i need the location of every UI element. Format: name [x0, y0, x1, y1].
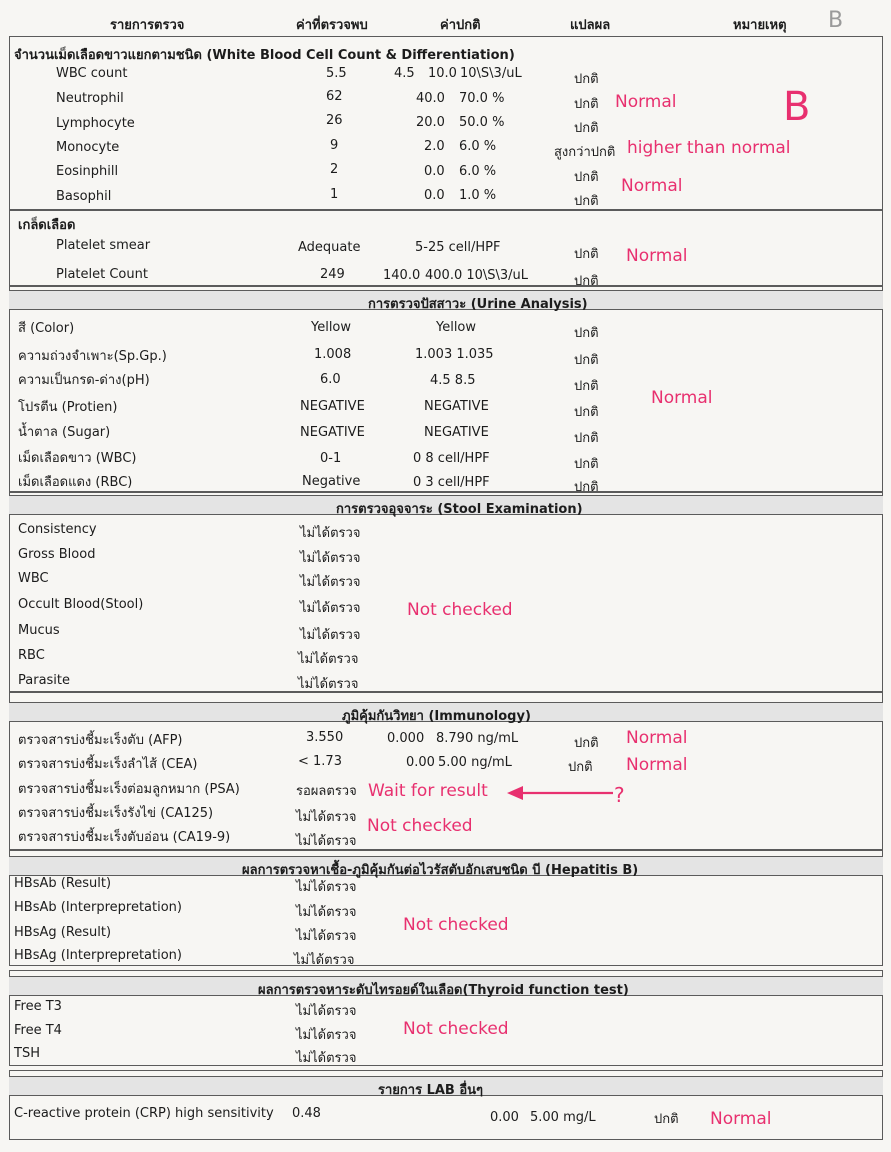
stool-title: การตรวจอุจจาระ (Stool Examination) [336, 502, 583, 517]
test-name: Platelet smear [56, 238, 151, 253]
big-b-mark: B [783, 84, 811, 130]
handwritten-note: Not checked [367, 816, 473, 836]
test-name: Neutrophil [56, 91, 124, 106]
test-name: เม็ดเลือดแดง (RBC) [18, 475, 133, 490]
handwritten-note: Normal [651, 388, 713, 408]
test-name: HBsAb (Interprepretation) [14, 900, 182, 915]
interpretation: ปกติ [574, 457, 599, 472]
normal-high: 70.0 % [459, 91, 505, 106]
normal-low: 0.00 [490, 1110, 519, 1125]
interpretation: ปกติ [574, 405, 599, 420]
interpretation: ปกติ [574, 274, 599, 289]
test-name: HBsAb (Result) [14, 876, 112, 891]
test-name: ตรวจสารบ่งชี้มะเร็งลำไส้ (CEA) [18, 757, 198, 772]
interpretation: ปกติ [574, 170, 599, 185]
normal-range: 0 3 cell/HPF [413, 475, 490, 490]
handwritten-note: Normal [621, 176, 683, 196]
test-name: ความถ่วงจำเพาะ(Sp.Gp.) [18, 349, 167, 364]
test-name: Free T3 [14, 999, 62, 1014]
immunology-title: ภูมิคุ้มกันวิทยา (Immunology) [342, 709, 531, 724]
corner-mark: B [828, 8, 844, 33]
normal-range: NEGATIVE [424, 399, 489, 414]
normal-high: 50.0 % [459, 115, 505, 130]
interpretation: ปกติ [574, 353, 599, 368]
test-result: ไม่ได้ตรวจ [296, 929, 357, 944]
normal-low: 2.0 [424, 139, 445, 154]
hepatitis-title: ผลการตรวจหาเชื้อ-ภูมิคุ้มกันต่อไวรัสตับอักเสบชนิด บี (Hepatitis B) [242, 863, 639, 878]
interpretation: ปกติ [574, 72, 599, 87]
col-header-result: ค่าที่ตรวจพบ [296, 18, 368, 33]
test-result: 0-1 [320, 451, 342, 466]
interpretation: ปกติ [574, 431, 599, 446]
normal-range: Yellow [436, 320, 477, 335]
handwritten-note: Not checked [403, 915, 509, 935]
normal-high: 8.790 ng/mL [436, 731, 519, 746]
test-result: ไม่ได้ตรวจ [300, 551, 361, 566]
test-result: 5.5 [326, 66, 347, 81]
test-result: NEGATIVE [300, 425, 365, 440]
col-header-test: รายการตรวจ [110, 18, 185, 33]
normal-high: 5.00 ng/mL [438, 755, 512, 770]
test-name: สี (Color) [18, 321, 75, 336]
handwritten-note: Normal [626, 246, 688, 266]
interpretation: ปกติ [574, 326, 599, 341]
test-result: NEGATIVE [300, 399, 365, 414]
test-name: Lymphocyte [56, 116, 135, 131]
interpretation: ปกติ [574, 480, 599, 495]
test-result: ไม่ได้ตรวจ [298, 677, 359, 692]
test-result: ไม่ได้ตรวจ [298, 652, 359, 667]
interpretation: ปกติ [574, 736, 599, 751]
test-name: Monocyte [56, 140, 120, 155]
test-result: ไม่ได้ตรวจ [300, 601, 361, 616]
test-name: Basophil [56, 189, 112, 204]
handwritten-note: Normal [626, 728, 688, 748]
test-name: Occult Blood(Stool) [18, 597, 144, 612]
normal-range: 0 8 cell/HPF [413, 451, 490, 466]
interpretation: ปกติ [574, 247, 599, 262]
test-name: Parasite [18, 673, 71, 688]
normal-high: 1.0 % [459, 188, 497, 203]
test-result: ไม่ได้ตรวจ [296, 905, 357, 920]
test-result: ไม่ได้ตรวจ [296, 1028, 357, 1043]
test-result: ไม่ได้ตรวจ [296, 834, 357, 849]
test-result: ไม่ได้ตรวจ [300, 526, 361, 541]
test-result: ไม่ได้ตรวจ [296, 880, 357, 895]
normal-low: 20.0 [416, 115, 445, 130]
normal-range: 4.5 8.5 [430, 373, 476, 388]
normal-high: 6.0 % [459, 139, 497, 154]
test-name: โปรตีน (Protien) [18, 400, 118, 415]
test-result: Adequate [298, 240, 361, 255]
col-header-interpret: แปลผล [570, 18, 611, 33]
test-name: C-reactive protein (CRP) high sensitivity [14, 1106, 274, 1121]
test-name: น้ำตาล (Sugar) [18, 425, 111, 440]
normal-unit: 10\S\3/uL [460, 66, 522, 81]
handwritten-note: higher than normal [627, 138, 791, 158]
test-name: ตรวจสารบ่งชี้มะเร็งตับ (AFP) [18, 733, 183, 748]
normal-low: 0.0 [424, 164, 445, 179]
handwritten-note: Normal [615, 92, 677, 112]
test-result: ไม่ได้ตรวจ [296, 1051, 357, 1066]
test-name: ตรวจสารบ่งชี้มะเร็งตับอ่อน (CA19-9) [18, 830, 231, 845]
normal-low: 0.000 [387, 731, 425, 746]
platelet-title: เกล็ดเลือด [18, 218, 76, 233]
test-result: 26 [326, 113, 343, 128]
interpretation: ปกติ [574, 121, 599, 136]
handwritten-note: Normal [626, 755, 688, 775]
test-name: Mucus [18, 623, 60, 638]
test-name: Free T4 [14, 1023, 62, 1038]
test-name: Eosinphill [56, 164, 119, 179]
normal-low: 0.0 [424, 188, 445, 203]
test-name: RBC [18, 648, 45, 663]
normal-range: NEGATIVE [424, 425, 489, 440]
col-header-normal: ค่าปกติ [440, 18, 481, 33]
normal-range: 1.003 1.035 [415, 347, 494, 362]
test-result: 3.550 [306, 730, 344, 745]
handwritten-note: Not checked [403, 1019, 509, 1039]
interpretation: ปกติ [574, 194, 599, 209]
test-name: Consistency [18, 522, 97, 537]
thyroid-title: ผลการตรวจหาระดับไทรอยด์ในเลือด(Thyroid function test) [258, 983, 629, 998]
normal-low: 0.00 [406, 755, 435, 770]
test-result: Yellow [311, 320, 352, 335]
interpretation: ปกติ [568, 760, 593, 775]
test-name: เม็ดเลือดขาว (WBC) [18, 451, 137, 466]
other-lab-title: รายการ LAB อื่นๆ [378, 1083, 484, 1098]
test-name: HBsAg (Result) [14, 925, 112, 940]
arrow-annotation [505, 783, 615, 803]
test-result: 0.48 [292, 1106, 321, 1121]
test-name: Gross Blood [18, 547, 96, 562]
test-result: ไม่ได้ตรวจ [300, 628, 361, 643]
wbc-title: จำนวนเม็ดเลือดขาวแยกตามชนิด (White Blood Cell Count & Differentiation) [14, 48, 515, 63]
interpretation: ปกติ [574, 379, 599, 394]
col-header-remark: หมายเหตุ [733, 18, 787, 33]
normal-low: 140.0 [383, 268, 421, 283]
test-name: TSH [14, 1046, 40, 1061]
test-result: ไม่ได้ตรวจ [296, 1004, 357, 1019]
test-name: HBsAg (Interprepretation) [14, 948, 182, 963]
question-mark-note: ? [614, 783, 625, 807]
stool-section [9, 492, 883, 692]
interpretation: ปกติ [574, 97, 599, 112]
test-name: ตรวจสารบ่งชี้มะเร็งรังไข่ (CA125) [18, 806, 214, 821]
urine-title: การตรวจปัสสาวะ (Urine Analysis) [368, 297, 588, 312]
normal-high: 6.0 % [459, 164, 497, 179]
test-result: 249 [320, 267, 345, 282]
test-result: 1.008 [314, 347, 352, 362]
test-result: 9 [330, 138, 339, 153]
handwritten-note: Not checked [407, 600, 513, 620]
normal-high: 400.0 10\S\3/uL [425, 268, 529, 283]
handwritten-note: Normal [710, 1109, 772, 1129]
normal-low: 40.0 [416, 91, 445, 106]
test-result: Negative [302, 474, 361, 489]
normal-high: 10.0 [428, 66, 457, 81]
normal-high: 5.00 mg/L [530, 1110, 596, 1125]
test-name: Platelet Count [56, 267, 148, 282]
test-result: 62 [326, 89, 343, 104]
test-name: WBC count [56, 66, 128, 81]
test-result: 6.0 [320, 372, 341, 387]
test-result: ไม่ได้ตรวจ [296, 810, 357, 825]
test-result: 1 [330, 187, 339, 202]
handwritten-note: Wait for result [368, 781, 488, 801]
test-result: < 1.73 [298, 754, 342, 769]
interpretation: สูงกว่าปกติ [554, 145, 616, 160]
test-result: รอผลตรวจ [296, 784, 357, 799]
interpretation: ปกติ [654, 1112, 679, 1127]
test-result: ไม่ได้ตรวจ [294, 953, 355, 968]
normal-range: 5-25 cell/HPF [415, 240, 501, 255]
test-result: ไม่ได้ตรวจ [300, 575, 361, 590]
test-name: ความเป็นกรด-ด่าง(pH) [18, 373, 150, 388]
test-result: 2 [330, 162, 339, 177]
normal-low: 4.5 [394, 66, 415, 81]
test-name: ตรวจสารบ่งชี้มะเร็งต่อมลูกหมาก (PSA) [18, 782, 240, 797]
test-name: WBC [18, 571, 49, 586]
